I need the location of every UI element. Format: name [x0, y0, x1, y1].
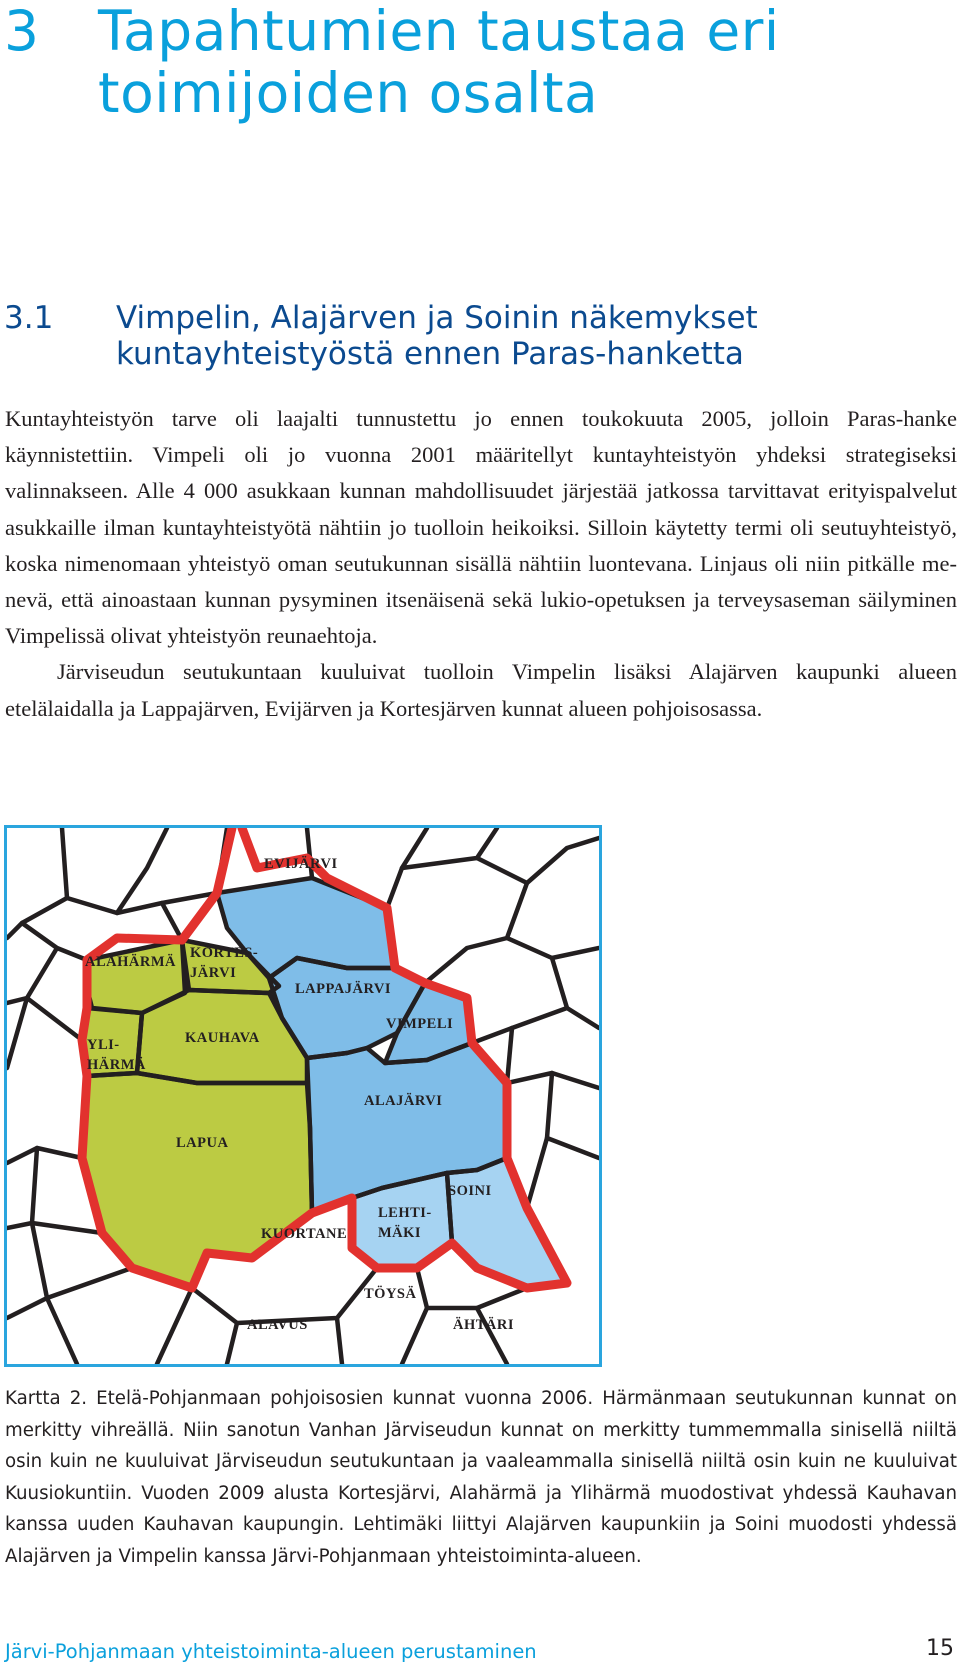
map-label-kuortane: KUORTANE: [261, 1226, 348, 1242]
map-label-yliharma-1: YLI-: [87, 1037, 120, 1053]
region-soini: [447, 1158, 567, 1288]
section-title: Vimpelin, Alajärven ja Soinin näkemykset kuntayhteistyöstä ennen Paras-hanketta: [116, 300, 758, 372]
map-label-kauhava: KAUHAVA: [185, 1030, 260, 1046]
map-label-ahtari: ÄHTÄRI: [453, 1317, 515, 1333]
map-label-vimpeli: VIMPELI: [386, 1016, 454, 1032]
map-caption: Kartta 2. Etelä-Pohjanmaan pohjoisosien kunnat vuonna 2006. Härmänmaan seutukunnan kunnat on merkitty vihreällä. Niin sanotun Vanhan Järviseudun kunnat on merkitty tummemmalla sinisellä niiltä osin kuin ne kuuluivat Järviseudun seutukuntaan ja vaaleammalla sinisellä niiltä osin kuin ne kuuluivat Kuusiokuntiin. Vuoden 2009 alusta Kortesjärvi, Alahärmä ja Ylihärmä muodostivat yhdessä Kauhavan kanssa uuden Kauhavan kaupungin. Lehtimäki liittyi Alajärven kaupunkiin ja Soini muodosti yhdessä Alajärven ja Vimpelin kanssa Järvi-Pohjanmaan yhteistoiminta-alueen.: [5, 1388, 957, 1567]
body-text: [5, 401, 957, 727]
map-figure: [4, 825, 602, 1367]
map-label-lehtimaki-1: LEHTI-: [378, 1205, 432, 1221]
map-label-evijarvi: EVIJÄRVI: [264, 856, 338, 872]
map-label-alavus: ALAVUS: [247, 1317, 308, 1333]
map-graphic: [7, 828, 599, 1364]
map-label-alajarvi: ALAJÄRVI: [364, 1093, 443, 1109]
map-label-soini: SOINI: [448, 1183, 492, 1199]
map-label-lapua: LAPUA: [176, 1135, 229, 1151]
map-label-lehtimaki-2: MÄKI: [378, 1225, 422, 1241]
paragraph: Kuntayhteistyön tarve oli laajalti tunnustettu jo ennen toukokuuta 2005, jolloin Paras-hanke käynnistettiin. Vimpeli oli jo vuonna 2001 määritellyt kuntayhteistyön yhdeksi strategiseksi valinnakseen. Alle 4 000 asukkaan kunnan mahdollisuudet järjestää jatkossa tarvittavat erityispalvelut asukkaille ilman kuntayhteistyötä nähtiin jo tuolloin heikoiksi. Silloin käytetty termi oli seutuyhteistyö, koska nimenomaan yhteistyö oman seutukunnan sisällä nähtiin luontevana. Linjaus oli niin pitkälle menevä, että ainoastaan kunnan pysyminen itsenäisenä sekä lukio-opetuksen ja terveysaseman säilyminen Vimpelissä olivat yhteistyön reunaehtoja.: [5, 406, 957, 649]
page-number: 15: [926, 1636, 954, 1661]
chapter-title: Tapahtumien taustaa eri toimijoiden osalta: [98, 0, 780, 125]
map-label-kortesjarvi-2: JÄRVI: [190, 965, 237, 981]
map-label-toysa: TÖYSÄ: [364, 1286, 417, 1302]
chapter-number: 3: [4, 0, 40, 63]
map-label-lappajarvi: LAPPAJÄRVI: [295, 981, 392, 997]
section-number: 3.1: [4, 300, 54, 336]
map-label-alaharma: ALAHÄRMÄ: [85, 954, 176, 970]
footer-title: Järvi-Pohjanmaan yhteistoiminta-alueen perustaminen: [5, 1640, 537, 1663]
map-label-yliharma-2: HÄRMÄ: [87, 1057, 146, 1073]
map-label-kortesjarvi-1: KORTES-: [190, 945, 259, 961]
paragraph: Järviseudun seutukuntaan kuuluivat tuolloin Vimpelin lisäksi Alajärven kaupunki alueen etelälaidalla ja Lappajärven, Evijärven ja Kortesjärven kunnat alueen pohjoisosassa.: [5, 659, 957, 721]
